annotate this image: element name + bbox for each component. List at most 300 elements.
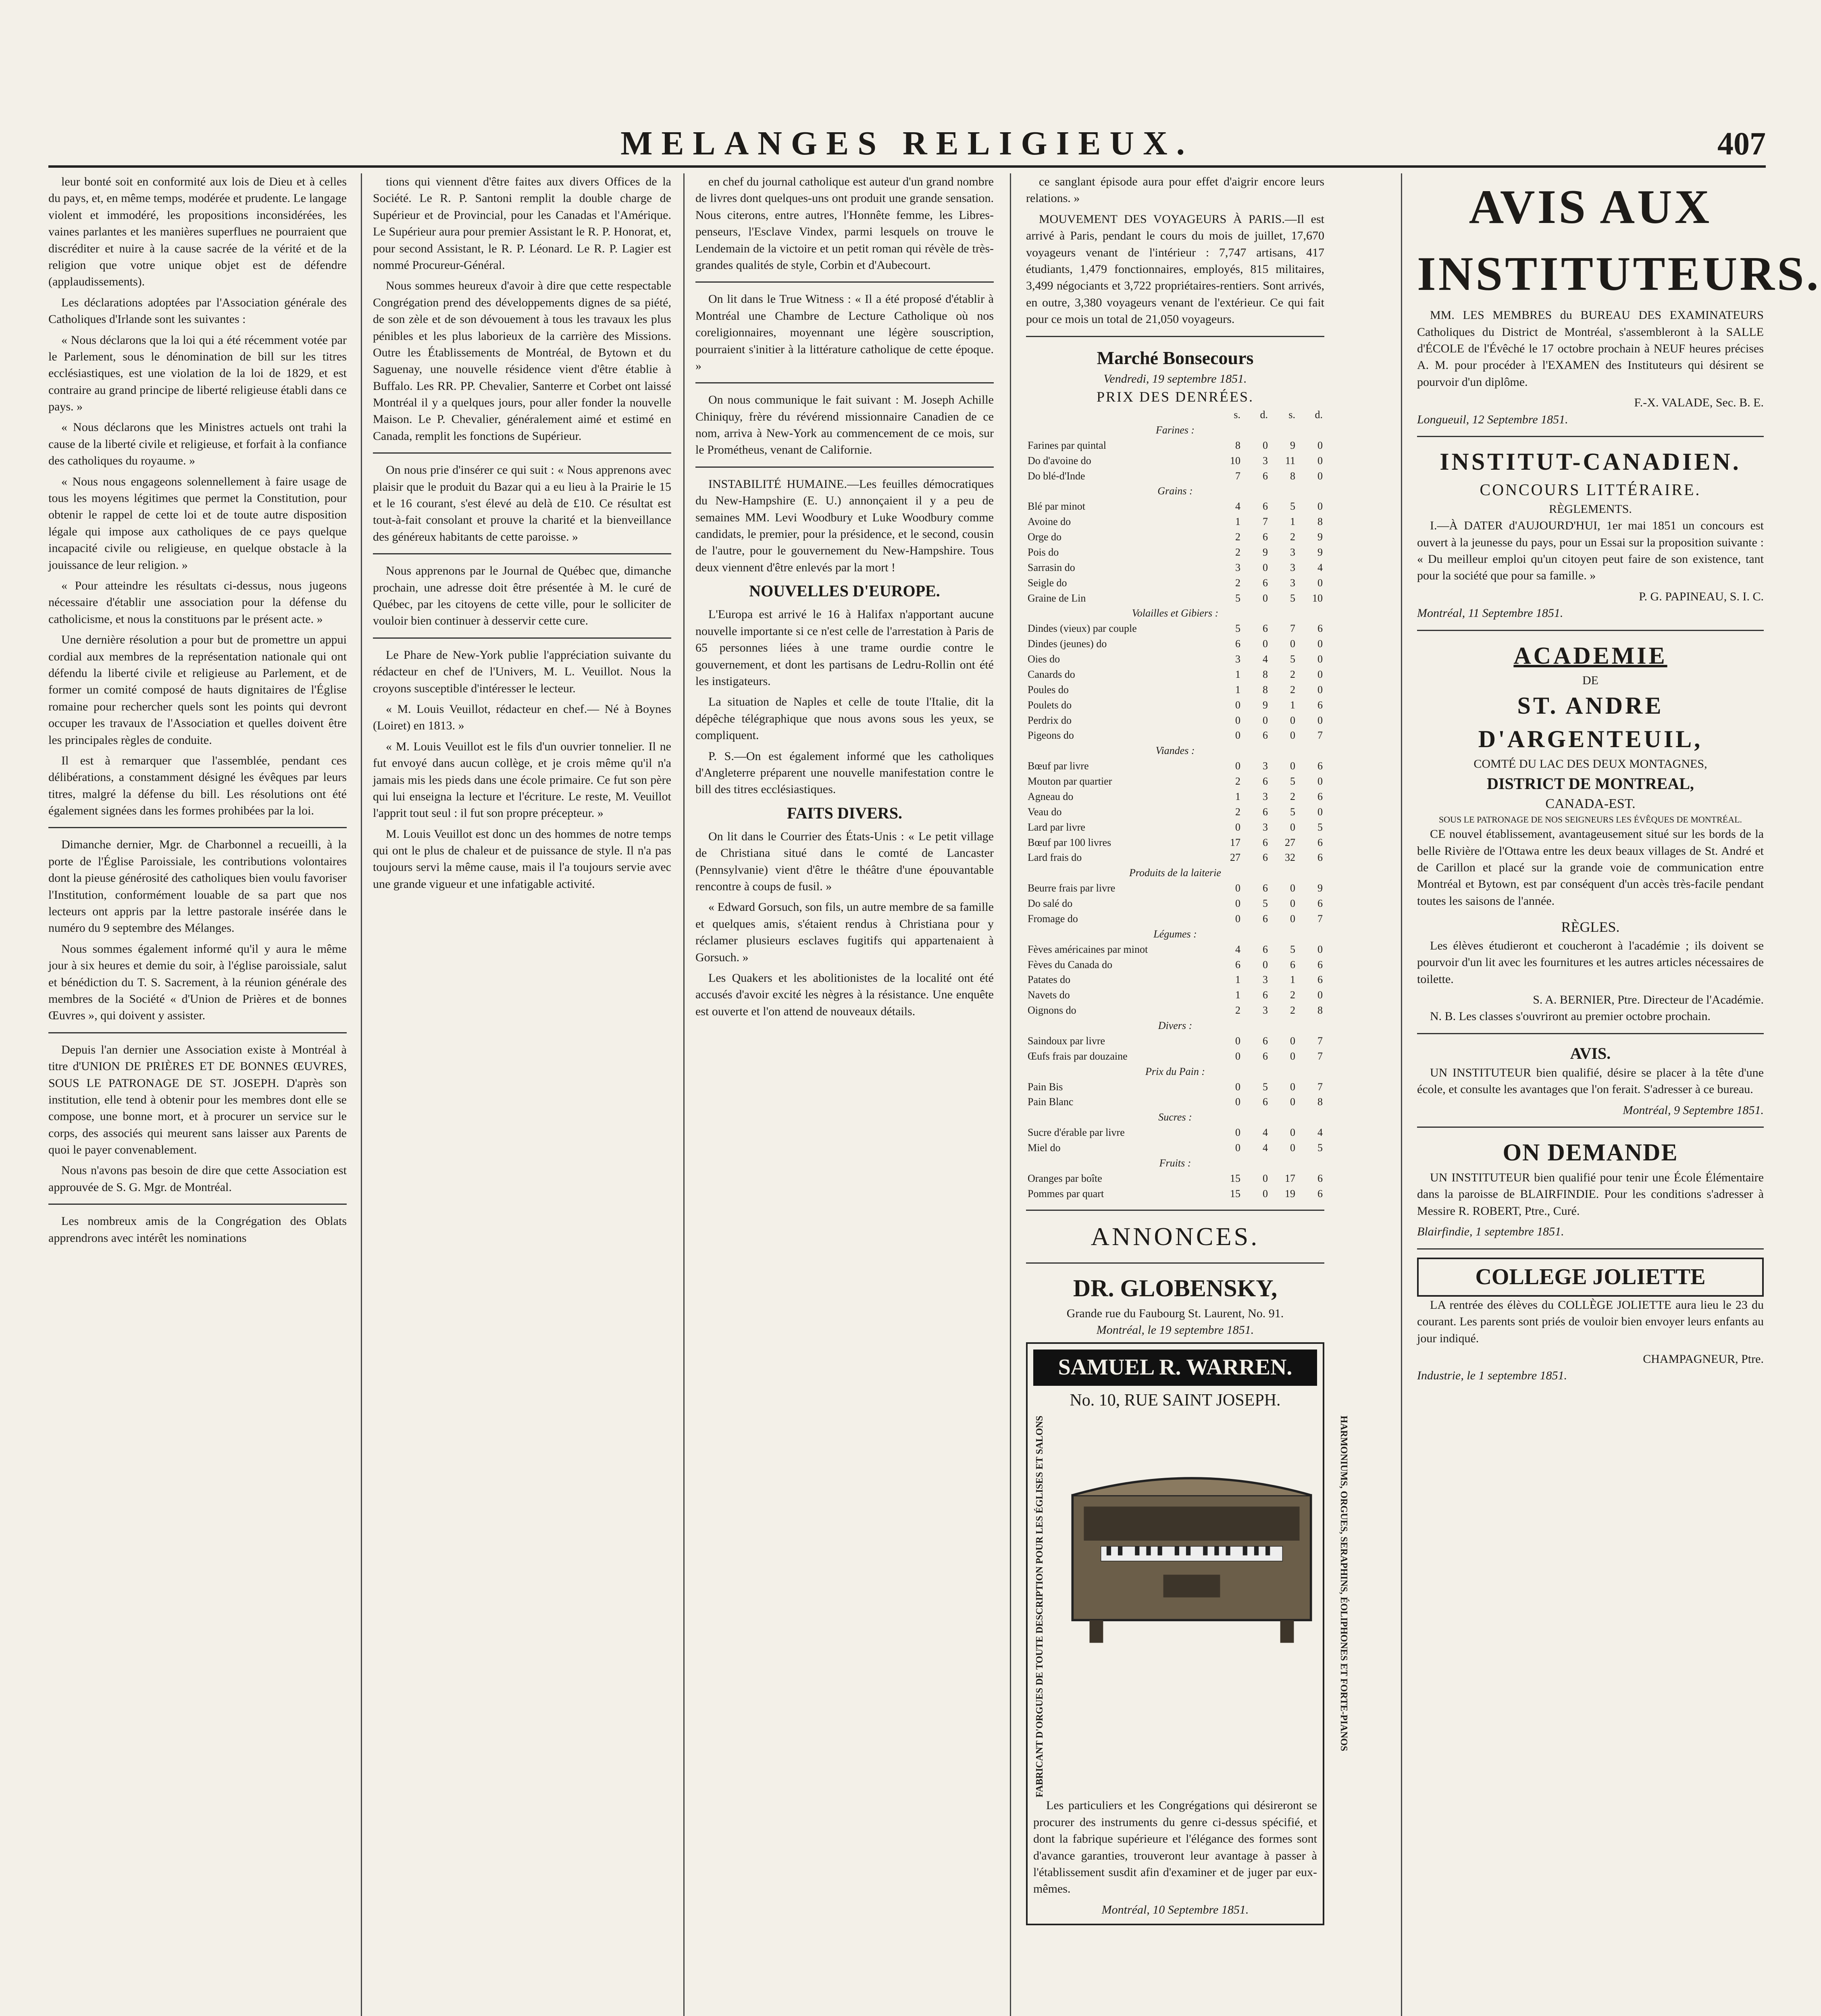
annonces-heading: ANNONCES.	[1091, 1222, 1260, 1251]
section-divider	[1417, 436, 1764, 437]
market-price-cell: 3	[1263, 974, 1268, 986]
market-price-cell: 0	[1263, 958, 1268, 971]
market-price-cell: 0	[1263, 714, 1268, 726]
market-row	[1026, 1003, 1324, 1018]
article-paragraph: Une dernière résolution a pour but de promettre un appui cordial aux membres de la représentation nationale qui ont défendu la liberté civile et religieuse au Parlement, et de former un comité composé de hauts dignitaires de l'Église romaine pour rechercher quels sont les points qui devront occuper les travaux de l'Association et quelles doivent être les principales règles de conduite.	[48, 633, 347, 747]
demande-title: ON DEMANDE	[1503, 1139, 1678, 1166]
article-paragraph: « Nous déclarons que les Ministres actuels ont trahi la cause de la liberté civile et religieuse, et forfait à la confiance des catholiques du royaume. »	[48, 421, 347, 468]
market-price-cell: 0	[1290, 1142, 1295, 1154]
market-row	[1026, 529, 1324, 545]
market-price-cell: 6	[1263, 577, 1268, 589]
market-row	[1026, 514, 1324, 529]
market-row	[1026, 713, 1324, 728]
section-divider	[373, 553, 671, 554]
market-section-heading	[1026, 1110, 1324, 1125]
market-row	[1026, 560, 1324, 575]
article-paragraph: Depuis l'an dernier une Association existe à Montréal à titre d'UNION DE PRIÈRES ET DE BONNES ŒUVRES, SOUS LE PATRONAGE DE ST. JOSEPH. D'après son institution, elle tend à obtenir pour les membres dont elle se compose, une bonne mort, et à procurer un service sur le corps, des associés qui meurent sans laisser aux Parents de quoi le payer convenablement.	[48, 1043, 347, 1157]
market-row	[1026, 698, 1324, 713]
market-item-name: Dindes (vieux) par couple	[1028, 623, 1137, 635]
market-price-cell: 4	[1235, 943, 1240, 955]
avis2-text: UN INSTITUTEUR bien qualifié, désire se placer à la tête d'une école, et consulte les avantages que l'on ferait. S'adresser à ce bureau.	[1417, 1066, 1764, 1096]
market-date: Vendredi, 19 septembre 1851.	[1103, 372, 1247, 385]
article-paragraph: Dimanche dernier, Mgr. de Charbonnel a recueilli, à la porte de l'Église Paroissiale, les contributions volontaires dont la pieuse générosité des catholiques bien voulu favoriser l'Institution, conformément louable de sa part que nos lecteurs ont appris par la lettre pastorale insérée dans le numéro du 9 septembre des Mélanges.	[48, 838, 347, 935]
section-divider	[1417, 630, 1764, 631]
market-item-name: Do blé-d'Inde	[1028, 470, 1085, 482]
column-header: d.	[1315, 409, 1323, 421]
market-price-cell: 8	[1290, 470, 1295, 482]
article-paragraph: « M. Louis Veuillot est le fils d'un ouvrier tonnelier. Il ne fut envoyé dans aucun collège, et je crois même qu'il n'a jamais mis les pieds dans une école primaire. Ce fut son père qui lui enseigna la lecture et l'écriture. Le reste, M. Veuillot l'apprit tout seul : il fut son propre précepteur. »	[373, 739, 671, 820]
market-item-name: Blé par minot	[1028, 500, 1085, 512]
market-price-cell: 7	[1317, 1050, 1323, 1062]
market-price-cell: 2	[1290, 790, 1295, 802]
market-row	[1026, 1079, 1324, 1095]
market-row	[1026, 972, 1324, 987]
demande-text: UN INSTITUTEUR bien qualifié pour tenir une École Élémentaire dans la paroisse de BLAIRFINDIE. Pour les conditions s'adresser à Messire R. ROBERT, Ptre., Curé.	[1417, 1171, 1764, 1218]
market-price-cell: 2	[1290, 1004, 1295, 1016]
academie-text: CE nouvel établissement, avantageusement situé sur les bords de la belle Rivière de l'Ottawa entre les deux beaux villages de St. André et de Carillon et placé sur la grande voie de communication entre Montréal et Bytown, est par conséquent d'un accès très-facile pendant toutes les saisons de l'année.	[1417, 827, 1764, 908]
section-heading: FAITS DIVERS.	[787, 804, 902, 822]
article-paragraph: On nous communique le fait suivant : M. Joseph Achille Chiniquy, frère du révérend missionnaire Canadien de ce nom, arriva à New-York au commencement de ce mois, sur le Prométheus, venant de Californie.	[695, 393, 994, 457]
market-item-name: Avoine do	[1028, 516, 1071, 528]
market-price-cell: 6	[1263, 989, 1268, 1001]
market-price-cell: 6	[1263, 531, 1268, 543]
market-price-cell: 2	[1235, 546, 1240, 558]
market-row	[1026, 621, 1324, 636]
market-price-cell: 0	[1317, 439, 1323, 451]
market-price-cell: 6	[1317, 836, 1323, 848]
market-price-cell: 32	[1285, 852, 1295, 864]
market-price-cell: 6	[1317, 623, 1323, 635]
market-price-cell: 15	[1230, 1187, 1240, 1200]
section-divider	[373, 637, 671, 639]
market-price-cell: 3	[1290, 577, 1295, 589]
market-price-cell: 6	[1263, 775, 1268, 787]
market-row	[1026, 545, 1324, 560]
article-paragraph: Il est à remarquer que l'assemblée, pendant ces délibérations, a constamment désigné les évêques par leurs titres, malgré la défense du bill. Les résolutions ont été également signées dans les formes prohibées par la loi.	[48, 754, 347, 818]
market-price-cell: 6	[1263, 1050, 1268, 1062]
college-signature: CHAMPAGNEUR, Ptre.	[1643, 1352, 1764, 1366]
academie-county: COMTÉ DU LAC DES DEUX MONTAGNES,	[1473, 757, 1707, 771]
section-divider	[48, 1032, 347, 1033]
article-paragraph: P. S.—On est également informé que les catholiques d'Angleterre préparent une nouvelle manifestation contre le bill des titres ecclésiastiques.	[695, 749, 994, 796]
market-row	[1026, 850, 1324, 865]
column-divider	[1401, 173, 1402, 2016]
market-price-cell: 1	[1235, 790, 1240, 802]
market-price-cell: 6	[1263, 852, 1268, 864]
market-price-cell: 15	[1230, 1172, 1240, 1184]
globensky-name: DR. GLOBENSKY,	[1073, 1275, 1278, 1302]
column-2	[373, 173, 671, 2016]
market-price-cell: 3	[1263, 821, 1268, 833]
market-price-cell: 5	[1290, 500, 1295, 512]
section-divider	[1417, 1127, 1764, 1128]
market-price-cell: 6	[1263, 470, 1268, 482]
market-row	[1026, 499, 1324, 514]
market-price-cell: 6	[1317, 1187, 1323, 1200]
market-price-cell: 5	[1317, 1142, 1323, 1154]
market-price-cell: 0	[1317, 500, 1323, 512]
market-item-name: Fèves américaines par minot	[1028, 943, 1148, 955]
market-price-cell: 10	[1312, 592, 1323, 604]
market-price-cell: 0	[1235, 760, 1240, 772]
market-price-cell: 5	[1290, 592, 1295, 604]
market-section-label: Viandes :	[1155, 745, 1195, 757]
market-price-cell: 7	[1317, 1081, 1323, 1093]
market-item-name: Pain Bis	[1028, 1081, 1063, 1093]
article-paragraph: Les nombreux amis de la Congrégation des Oblats apprendrons avec intérêt les nominations	[48, 1214, 347, 1245]
market-item-name: Oignons do	[1028, 1004, 1076, 1016]
market-price-cell: 27	[1230, 852, 1240, 864]
section-divider	[1026, 1210, 1324, 1211]
market-item-name: Poules do	[1028, 683, 1069, 696]
market-price-cell: 3	[1263, 1004, 1268, 1016]
market-price-cell: 9	[1317, 531, 1323, 543]
column-header: s.	[1288, 409, 1295, 421]
market-price-cell: 6	[1263, 806, 1268, 818]
market-section-heading	[1026, 743, 1324, 758]
institut-title: INSTITUT-CANADIEN.	[1440, 448, 1741, 475]
academie-de: DE	[1582, 674, 1598, 687]
organ-illustration	[1050, 1420, 1334, 1662]
section-divider	[48, 1204, 347, 1205]
market-section-label: Grains :	[1157, 485, 1193, 497]
article-paragraph: leur bonté soit en conformité aux lois de Dieu et à celles du pays, et, en même temps, modérée et prudente. Le langage violent et immodéré, les propositions inconsidérées, les vaines parlantes et les manières superflues ne pourraient que discréditer et nuire à la cause sacrée de la vérité et de la religion que votre unique objet est de défendre (applaudissements).	[48, 175, 347, 289]
market-price-cell: 0	[1290, 638, 1295, 650]
market-section-label: Légumes :	[1153, 928, 1197, 940]
market-row	[1026, 652, 1324, 667]
market-section-label: Divers :	[1158, 1020, 1192, 1032]
market-price-cell: 2	[1235, 775, 1240, 787]
market-item-name: Seigle do	[1028, 577, 1067, 589]
market-item-name: Veau do	[1028, 806, 1062, 818]
market-price-cell: 8	[1317, 516, 1323, 528]
market-price-cell: 6	[1263, 623, 1268, 635]
column-divider	[683, 173, 685, 2016]
market-price-cell: 5	[1263, 1081, 1268, 1093]
market-price-cell: 0	[1235, 699, 1240, 711]
market-price-cell: 9	[1290, 439, 1295, 451]
warren-date: Montréal, 10 Septembre 1851.	[1101, 1903, 1249, 1916]
market-item-name: Bœuf par 100 livres	[1028, 836, 1111, 848]
market-item-name: Lard par livre	[1028, 821, 1085, 833]
market-price-cell: 0	[1317, 943, 1323, 955]
market-price-cell: 2	[1290, 683, 1295, 696]
market-row	[1026, 820, 1324, 835]
market-item-name: Patates do	[1028, 974, 1071, 986]
page-number: 407	[1717, 126, 1766, 162]
article-paragraph: ce sanglant épisode aura pour effet d'aigrir encore leurs relations. »	[1026, 175, 1324, 205]
section-divider	[1026, 336, 1324, 337]
market-row	[1026, 728, 1324, 743]
avis-instituteurs-title: AVIS AUX INSTITUTEURS.	[1417, 180, 1821, 300]
market-price-cell: 0	[1290, 760, 1295, 772]
market-row	[1026, 1140, 1324, 1156]
market-row	[1026, 667, 1324, 682]
market-price-cell: 0	[1235, 1096, 1240, 1108]
market-row	[1026, 758, 1324, 774]
section-divider	[695, 382, 994, 383]
market-section-heading	[1026, 865, 1324, 881]
market-row	[1026, 911, 1324, 927]
article-paragraph: INSTABILITÉ HUMAINE.—Les feuilles démocratiques du New-Hampshire (E. U.) annonçaient il y a peu de semaines MM. Levi Woodbury et Luke Woodbury comme candidats, le premier, pour la présidence, et le second, cousin de l'autre, pour le gouvernement du New-Hampshire. Tous deux viennent d'être enlevés par la mort !	[695, 477, 994, 574]
market-price-cell: 6	[1317, 760, 1323, 772]
market-price-cell: 0	[1317, 683, 1323, 696]
avis-text: MM. LES MEMBRES du BUREAU DES EXAMINATEURS Catholiques du District de Montréal, s'assembleront à la SALLE d'ÉCOLE de l'Évêché le 17 octobre prochain à NEUF heures précises A. M. pour procéder à l'EXAMEN des Instituteurs qui désirent se pourvoir d'un diplôme.	[1417, 308, 1764, 389]
market-price-cell: 0	[1317, 653, 1323, 665]
market-price-cell: 3	[1263, 790, 1268, 802]
market-row	[1026, 987, 1324, 1003]
market-price-cell: 1	[1235, 974, 1240, 986]
market-price-cell: 0	[1317, 806, 1323, 818]
market-item-name: Agneau do	[1028, 790, 1074, 802]
academie-signature: S. A. BERNIER, Ptre. Directeur de l'Académie.	[1533, 993, 1764, 1007]
market-price-cell: 1	[1235, 683, 1240, 696]
market-price-cell: 6	[1290, 958, 1295, 971]
market-price-table	[1026, 407, 1324, 1202]
market-price-cell: 2	[1235, 577, 1240, 589]
market-item-name: Canards do	[1028, 668, 1075, 680]
market-price-cell: 6	[1263, 912, 1268, 925]
market-price-cell: 6	[1317, 1172, 1323, 1184]
market-price-cell: 3	[1263, 454, 1268, 467]
market-section-label: Farines :	[1155, 424, 1195, 436]
article-paragraph: « Edward Gorsuch, son fils, un autre membre de sa famille et quelques amis, s'étaient rendus à Christiana pour y réclamer plusieurs esclaves fugitifs qui appartenaient à Gorsuch. »	[695, 900, 994, 964]
market-price-cell: 4	[1263, 653, 1268, 665]
college-date: Industrie, le 1 septembre 1851.	[1417, 1369, 1567, 1383]
column-3	[695, 173, 994, 2016]
warren-name: SAMUEL R. WARREN.	[1033, 1350, 1317, 1385]
market-item-name: Saindoux par livre	[1028, 1035, 1105, 1047]
market-item-name: Pain Blanc	[1028, 1096, 1074, 1108]
market-price-cell: 4	[1317, 1127, 1323, 1139]
market-row	[1026, 1186, 1324, 1202]
market-item-name: Sucre d'érable par livre	[1028, 1127, 1125, 1139]
market-price-cell: 4	[1263, 1142, 1268, 1154]
market-item-name: Farines par quintal	[1028, 439, 1106, 451]
market-item-name: Do d'avoine do	[1028, 454, 1091, 467]
institut-reglements: RÈGLEMENTS.	[1549, 502, 1632, 516]
market-price-cell: 5	[1290, 806, 1295, 818]
masthead-title: MELANGES RELIGIEUX.	[620, 124, 1194, 162]
article-paragraph: M. Louis Veuillot est donc un des hommes de notre temps qui ont le plus de chaleur et de puissance de style. Il n'a pas toujours servi la même cause, mais il l'a toujours servie avec une grande vigueur et une infatigable activité.	[373, 827, 671, 891]
market-row	[1026, 957, 1324, 973]
market-price-cell: 0	[1235, 1081, 1240, 1093]
column-divider	[361, 173, 362, 2016]
market-title: Marché Bonsecours	[1097, 347, 1254, 368]
column-1	[48, 173, 347, 2016]
warren-ad	[1026, 1342, 1349, 1925]
market-price-cell: 8	[1235, 439, 1240, 451]
market-price-cell: 1	[1290, 699, 1295, 711]
market-price-cell: 0	[1317, 989, 1323, 1001]
article-paragraph: On nous prie d'insérer ce qui suit : « Nous apprenons avec plaisir que le produit du Bazar qui a eu lieu à la Prairie le 15 et le 16 courant, s'est élevé au delà de £10. Ce résultat est tout-à-fait consolant et prouve la charité et la bienveillance des généreux habitants de cette paroisse. »	[373, 463, 671, 544]
market-row	[1026, 575, 1324, 591]
market-row	[1026, 1049, 1324, 1064]
avis2-title: AVIS.	[1570, 1044, 1611, 1062]
market-price-cell: 11	[1285, 454, 1295, 467]
market-price-cell: 7	[1290, 623, 1295, 635]
market-item-name: Mouton par quartier	[1028, 775, 1112, 787]
market-item-name: Perdrix do	[1028, 714, 1072, 726]
market-price-cell: 6	[1263, 1096, 1268, 1108]
market-price-cell: 6	[1263, 943, 1268, 955]
market-price-cell: 4	[1317, 561, 1323, 573]
academie-country: CANADA-EST.	[1545, 796, 1636, 811]
market-price-cell: 0	[1235, 912, 1240, 925]
market-price-cell: 6	[1263, 882, 1268, 894]
market-price-cell: 1	[1290, 516, 1295, 528]
market-item-name: Oranges par boîte	[1028, 1172, 1102, 1184]
market-row	[1026, 835, 1324, 850]
market-price-cell: 0	[1290, 1050, 1295, 1062]
market-price-cell: 5	[1235, 623, 1240, 635]
market-section-label: Produits de la laiterie	[1129, 867, 1221, 879]
market-section-heading	[1026, 606, 1324, 621]
masthead	[48, 121, 1766, 168]
market-price-cell: 0	[1290, 898, 1295, 910]
warren-side-text-left: FABRICANT D'ORGUES DE TOUTE DESCRIPTION POUR LES ÉGLISES ET SALONS	[1034, 1415, 1045, 1797]
market-price-cell: 8	[1263, 668, 1268, 680]
market-price-cell: 27	[1285, 836, 1295, 848]
warren-ad-text: Les particuliers et les Congrégations qui désireront se procurer des instruments du genre ci-dessus spécifié, et dont la fabrique supérieure et l'élégance des formes sont d'avance garanties, trouveront leur avantage à passer à l'établissement susdit afin d'examiner et de juger par eux-mêmes.	[1033, 1799, 1317, 1896]
article-paragraph: « Pour atteindre les résultats ci-dessus, nous jugeons nécessaire d'établir une association pour la défense du catholicisme, et nous la constituons par le présent acte. »	[48, 579, 347, 626]
market-row	[1026, 896, 1324, 911]
market-price-cell: 5	[1263, 898, 1268, 910]
market-price-cell: 6	[1263, 1035, 1268, 1047]
market-price-cell: 3	[1235, 653, 1240, 665]
market-price-cell: 0	[1317, 668, 1323, 680]
market-row	[1026, 438, 1324, 453]
column-header: s.	[1234, 409, 1240, 421]
market-item-name: Pigeons do	[1028, 729, 1074, 741]
market-price-cell: 1	[1290, 974, 1295, 986]
market-price-cell: 6	[1317, 898, 1323, 910]
market-price-cell: 2	[1290, 668, 1295, 680]
market-price-cell: 4	[1235, 500, 1240, 512]
article-paragraph: Les Quakers et les abolitionistes de la localité ont été accusés d'avoir excité les nègres à la résistance. Une enquête est ouverte et l'on attend de nouveaux détails.	[695, 971, 994, 1018]
institut-date: Montréal, 11 Septembre 1851.	[1417, 606, 1563, 620]
market-price-cell: 8	[1317, 1004, 1323, 1016]
article-paragraph: Nous n'avons pas besoin de dire que cette Association est approuvée de S. G. Mgr. de Montréal.	[48, 1164, 347, 1194]
market-price-cell: 1	[1235, 668, 1240, 680]
market-row	[1026, 453, 1324, 469]
article-paragraph: « Nous nous engageons solennellement à faire usage de tous les moyens légitimes que permet la Constitution, pour obtenir le rappel de cette loi et de toute autre disposition légale qui impose aux catholiques de ce pays quelque incapacité civile ou religieuse, en quelque obstacle à la jouissance de leur religion. »	[48, 475, 347, 572]
article-paragraph: L'Europa est arrivé le 16 à Halifax n'apportant aucune nouvelle importante si ce n'est celle de l'arrestation à Paris de 65 personnes liées à une trame ourdie contre le gouvernement, et dont les partisans de Ledru-Rollin ont été les instigateurs.	[695, 608, 994, 688]
market-price-cell: 0	[1235, 821, 1240, 833]
section-divider	[1417, 1248, 1764, 1250]
market-section-label: Prix du Pain :	[1145, 1065, 1205, 1077]
market-price-cell: 0	[1235, 898, 1240, 910]
article-paragraph: Nous sommes également informé qu'il y aura le même jour à six heures et demie du soir, à l'église paroissiale, salut et bénédiction du T. S. Sacrement, à la réunion générale des membres de la Société « d'Union de Prières et de bonnes Œuvres », qui doivent y assister.	[48, 942, 347, 1023]
market-price-cell: 0	[1317, 577, 1323, 589]
market-section-heading	[1026, 1064, 1324, 1079]
market-price-cell: 5	[1290, 653, 1295, 665]
article-paragraph: Nous apprenons par le Journal de Québec que, dimanche prochain, une adresse doit être présentée à M. le curé de Québec, par les citoyens de cette ville, pour le solliciter de vouloir bien continuer à desservir cette cure.	[373, 564, 671, 628]
market-price-cell: 5	[1290, 943, 1295, 955]
regles-text: Les élèves étudieront et coucheront à l'académie ; ils doivent se pourvoir d'un lit avec les fournitures et les autres articles nécessaires de toilette.	[1417, 939, 1764, 986]
article-paragraph: MOUVEMENT DES VOYAGEURS À PARIS.—Il est arrivé à Paris, pendant le cours du mois de juillet, 17,670 voyageurs venant de l'intérieur : 7,747 artisans, 417 étudiants, 1,479 fonctionnaires, employés, 815 militaires, 3,499 négociants et 3,722 propriétaires-rentiers. Sont arrivés, en outre, 3,380 voyageurs venant de l'extérieur. Ce qui fait pour ce mois un total de 21,050 voyageurs.	[1026, 212, 1324, 326]
market-item-name: Do salé do	[1028, 898, 1073, 910]
market-price-cell: 1	[1235, 516, 1240, 528]
market-item-name: Fèves du Canada do	[1028, 958, 1113, 971]
market-price-cell: 3	[1235, 561, 1240, 573]
market-section-heading	[1026, 927, 1324, 942]
article-paragraph: Le Phare de New-York publie l'appréciation suivante du rédacteur en chef de l'Univers, M. L. Veuillot. Nous la croyons susceptible d'intéresser le lecteur.	[373, 648, 671, 695]
regles-title: RÈGLES.	[1561, 919, 1620, 935]
market-price-cell: 0	[1290, 1096, 1295, 1108]
market-price-cell: 0	[1317, 454, 1323, 467]
column-header: d.	[1260, 409, 1268, 421]
demande-date: Blairfindie, 1 septembre 1851.	[1417, 1225, 1564, 1239]
market-price-cell: 0	[1317, 638, 1323, 650]
market-row	[1026, 774, 1324, 789]
market-section-heading	[1026, 483, 1324, 499]
market-price-cell: 7	[1317, 1035, 1323, 1047]
market-item-name: Bœuf par livre	[1028, 760, 1089, 772]
academie-district: DISTRICT DE MONTREAL,	[1487, 774, 1694, 793]
market-price-cell: 0	[1290, 1127, 1295, 1139]
market-item-name: Orge do	[1028, 531, 1062, 543]
article-paragraph: On lit dans le Courrier des États-Unis : « Le petit village de Christiana situé dans le comté de Lancaster (Pennsylvanie) vient d'être le théâtre d'une épouvantable rencontre à coups de fusil. »	[695, 829, 994, 893]
market-row	[1026, 591, 1324, 606]
section-divider	[695, 281, 994, 283]
market-item-name: Navets do	[1028, 989, 1070, 1001]
academie-patron: SOUS LE PATRONAGE DE NOS SEIGNEURS LES ÉVÊQUES DE MONTRÉAL.	[1438, 814, 1742, 825]
globensky-date: Montréal, le 19 septembre 1851.	[1096, 1323, 1254, 1337]
market-item-name: Pommes par quart	[1028, 1187, 1104, 1200]
avis-signature: F.-X. VALADE, Sec. B. E.	[1634, 396, 1764, 410]
market-price-cell: 7	[1263, 516, 1268, 528]
market-price-cell: 5	[1317, 821, 1323, 833]
article-paragraph: « Nous déclarons que la loi qui a été récemment votée par le Parlement, sous le dénomination de bill sur les titres ecclésiastiques, est une violation de la loi de 1829, et est contraire au grand principe de liberté religieuse établi dans ce pays. »	[48, 333, 347, 414]
globensky-address: Grande rue du Faubourg St. Laurent, No. 91.	[1066, 1306, 1284, 1320]
section-heading: NOUVELLES D'EUROPE.	[749, 582, 940, 600]
market-price-cell: 2	[1235, 1004, 1240, 1016]
market-price-cell: 4	[1263, 1127, 1268, 1139]
academie-nb: N. B. Les classes s'ouvriront au premier octobre prochain.	[1430, 1010, 1711, 1023]
market-price-cell: 2	[1290, 531, 1295, 543]
market-price-cell: 0	[1290, 821, 1295, 833]
market-price-cell: 0	[1235, 1142, 1240, 1154]
market-row	[1026, 1094, 1324, 1110]
market-price-cell: 8	[1317, 1096, 1323, 1108]
market-price-cell: 0	[1290, 882, 1295, 894]
market-item-name: Lard frais do	[1028, 852, 1082, 864]
market-price-cell: 17	[1285, 1172, 1295, 1184]
market-section-heading	[1026, 423, 1324, 438]
market-item-name: Graine de Lin	[1028, 592, 1086, 604]
market-row	[1026, 636, 1324, 652]
market-price-cell: 19	[1285, 1187, 1295, 1200]
article-paragraph: Nous sommes heureux d'avoir à dire que cette respectable Congrégation prend des développements dignes de sa piété, de son zèle et de son dévouement à tous les travaux les plus pénibles et les plus laborieux de la carrière des Missions. Outre les Établissements de Montréal, de Bytown et du Saguenay, une nouvelle résidence vient d'être établie à Buffalo. Les RR. PP. Chevalier, Santerre et Corbet ont laissé Montréal il y a quelques jours, pour aller fonder la nouvelle Maison. Le P. Chevalier, généralement aimé et estimé en Canada, remplit les fonctions de Supérieur.	[373, 279, 671, 443]
market-price-cell: 5	[1235, 592, 1240, 604]
market-section-label: Volailles et Gibiers :	[1132, 607, 1219, 619]
market-price-cell: 0	[1235, 1050, 1240, 1062]
market-item-name: Oies do	[1028, 653, 1060, 665]
market-price-cell: 0	[1317, 470, 1323, 482]
market-row	[1026, 1033, 1324, 1049]
article-paragraph: en chef du journal catholique est auteur d'un grand nombre de livres dont quelques-uns ont produit une grande sensation. Nous citerons, entre autres, l'Honnête femme, les Libres-penseurs, l'Esclave Vindex, parmi lesquels on trouve le Lendemain de la victoire et un petit roman qui révèle de très-grandes qualités de style, Corbin et d'Aubecourt.	[695, 175, 994, 272]
market-price-cell: 3	[1290, 546, 1295, 558]
section-divider	[1417, 1033, 1764, 1034]
market-price-cell: 0	[1290, 1035, 1295, 1047]
market-price-cell: 7	[1235, 470, 1240, 482]
market-item-name: Dindes (jeunes) do	[1028, 638, 1107, 650]
market-price-cell: 2	[1235, 806, 1240, 818]
market-row	[1026, 1125, 1324, 1140]
market-item-name: Beurre frais par livre	[1028, 882, 1115, 894]
market-price-cell: 6	[1263, 729, 1268, 741]
